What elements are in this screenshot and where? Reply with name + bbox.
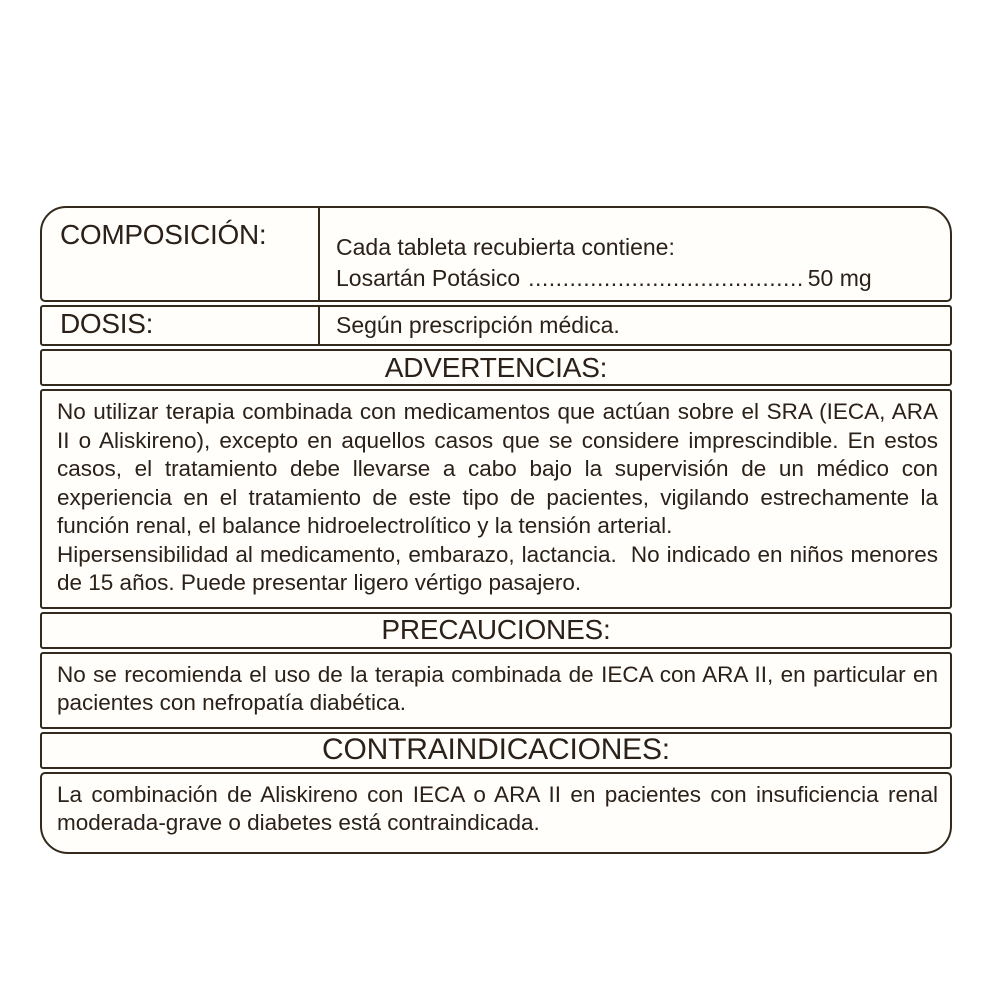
contraindicaciones-header-row <box>40 732 952 769</box>
precauciones-heading: PRECAUCIONES: <box>381 614 611 645</box>
precauciones-text: No se recomienda el uso de la terapia combinada de IECA con ARA II, en particular en pacientes con nefropatía diabética. <box>57 661 945 715</box>
advertencias-body-row <box>40 389 952 609</box>
leader-dots: ........................................ <box>528 265 804 291</box>
advertencias-header-row <box>40 349 952 386</box>
composition-heading: COMPOSICIÓN: <box>60 219 267 250</box>
dosis-heading: DOSIS: <box>60 308 154 339</box>
advertencias-paragraph-2: Hipersensibilidad al medicamento, embarazo, lactancia. No indicado en niños menores de 15 años. Puede presentar ligero vértigo pasajero. <box>57 541 945 595</box>
ingredient-amount: 50 mg <box>807 265 872 291</box>
composition-row <box>40 206 952 302</box>
composition-content-cell <box>320 208 950 300</box>
ingredient-line <box>336 263 940 294</box>
ingredient-name: Losartán Potásico <box>336 265 521 291</box>
composition-intro-line: Cada tableta recubierta contiene: <box>336 234 675 260</box>
dosis-value: Según prescripción médica. <box>336 312 620 338</box>
composition-heading-cell <box>42 208 320 300</box>
contraindicaciones-text: La combinación de Aliskireno con IECA o ARA II en pacientes con insuficiencia renal moderada-grave o diabetes está contraindicada. <box>57 781 945 835</box>
contraindicaciones-body-row <box>40 772 952 854</box>
dosis-heading-cell <box>42 307 320 344</box>
precauciones-body-row <box>40 652 952 729</box>
dosis-row <box>40 305 952 346</box>
advertencias-paragraph-1: No utilizar terapia combinada con medicamentos que actúan sobre el SRA (IECA, ARA II o Aliskireno), excepto en aquellos casos que se considere imprescindible. En estos casos, el tratamiento debe llevarse a cabo bajo la supervisión de un médico con experiencia en el tratamiento de este tipo de pacientes, vigilando estrechamente la función renal, el balance hidroelectrolítico y la tensión arterial. <box>57 399 945 538</box>
precauciones-header-row <box>40 612 952 649</box>
advertencias-heading: ADVERTENCIAS: <box>384 351 608 383</box>
dosis-content-cell <box>320 307 950 344</box>
contraindicaciones-heading: CONTRAINDICACIONES: <box>322 733 670 766</box>
medication-label-card <box>40 206 952 854</box>
